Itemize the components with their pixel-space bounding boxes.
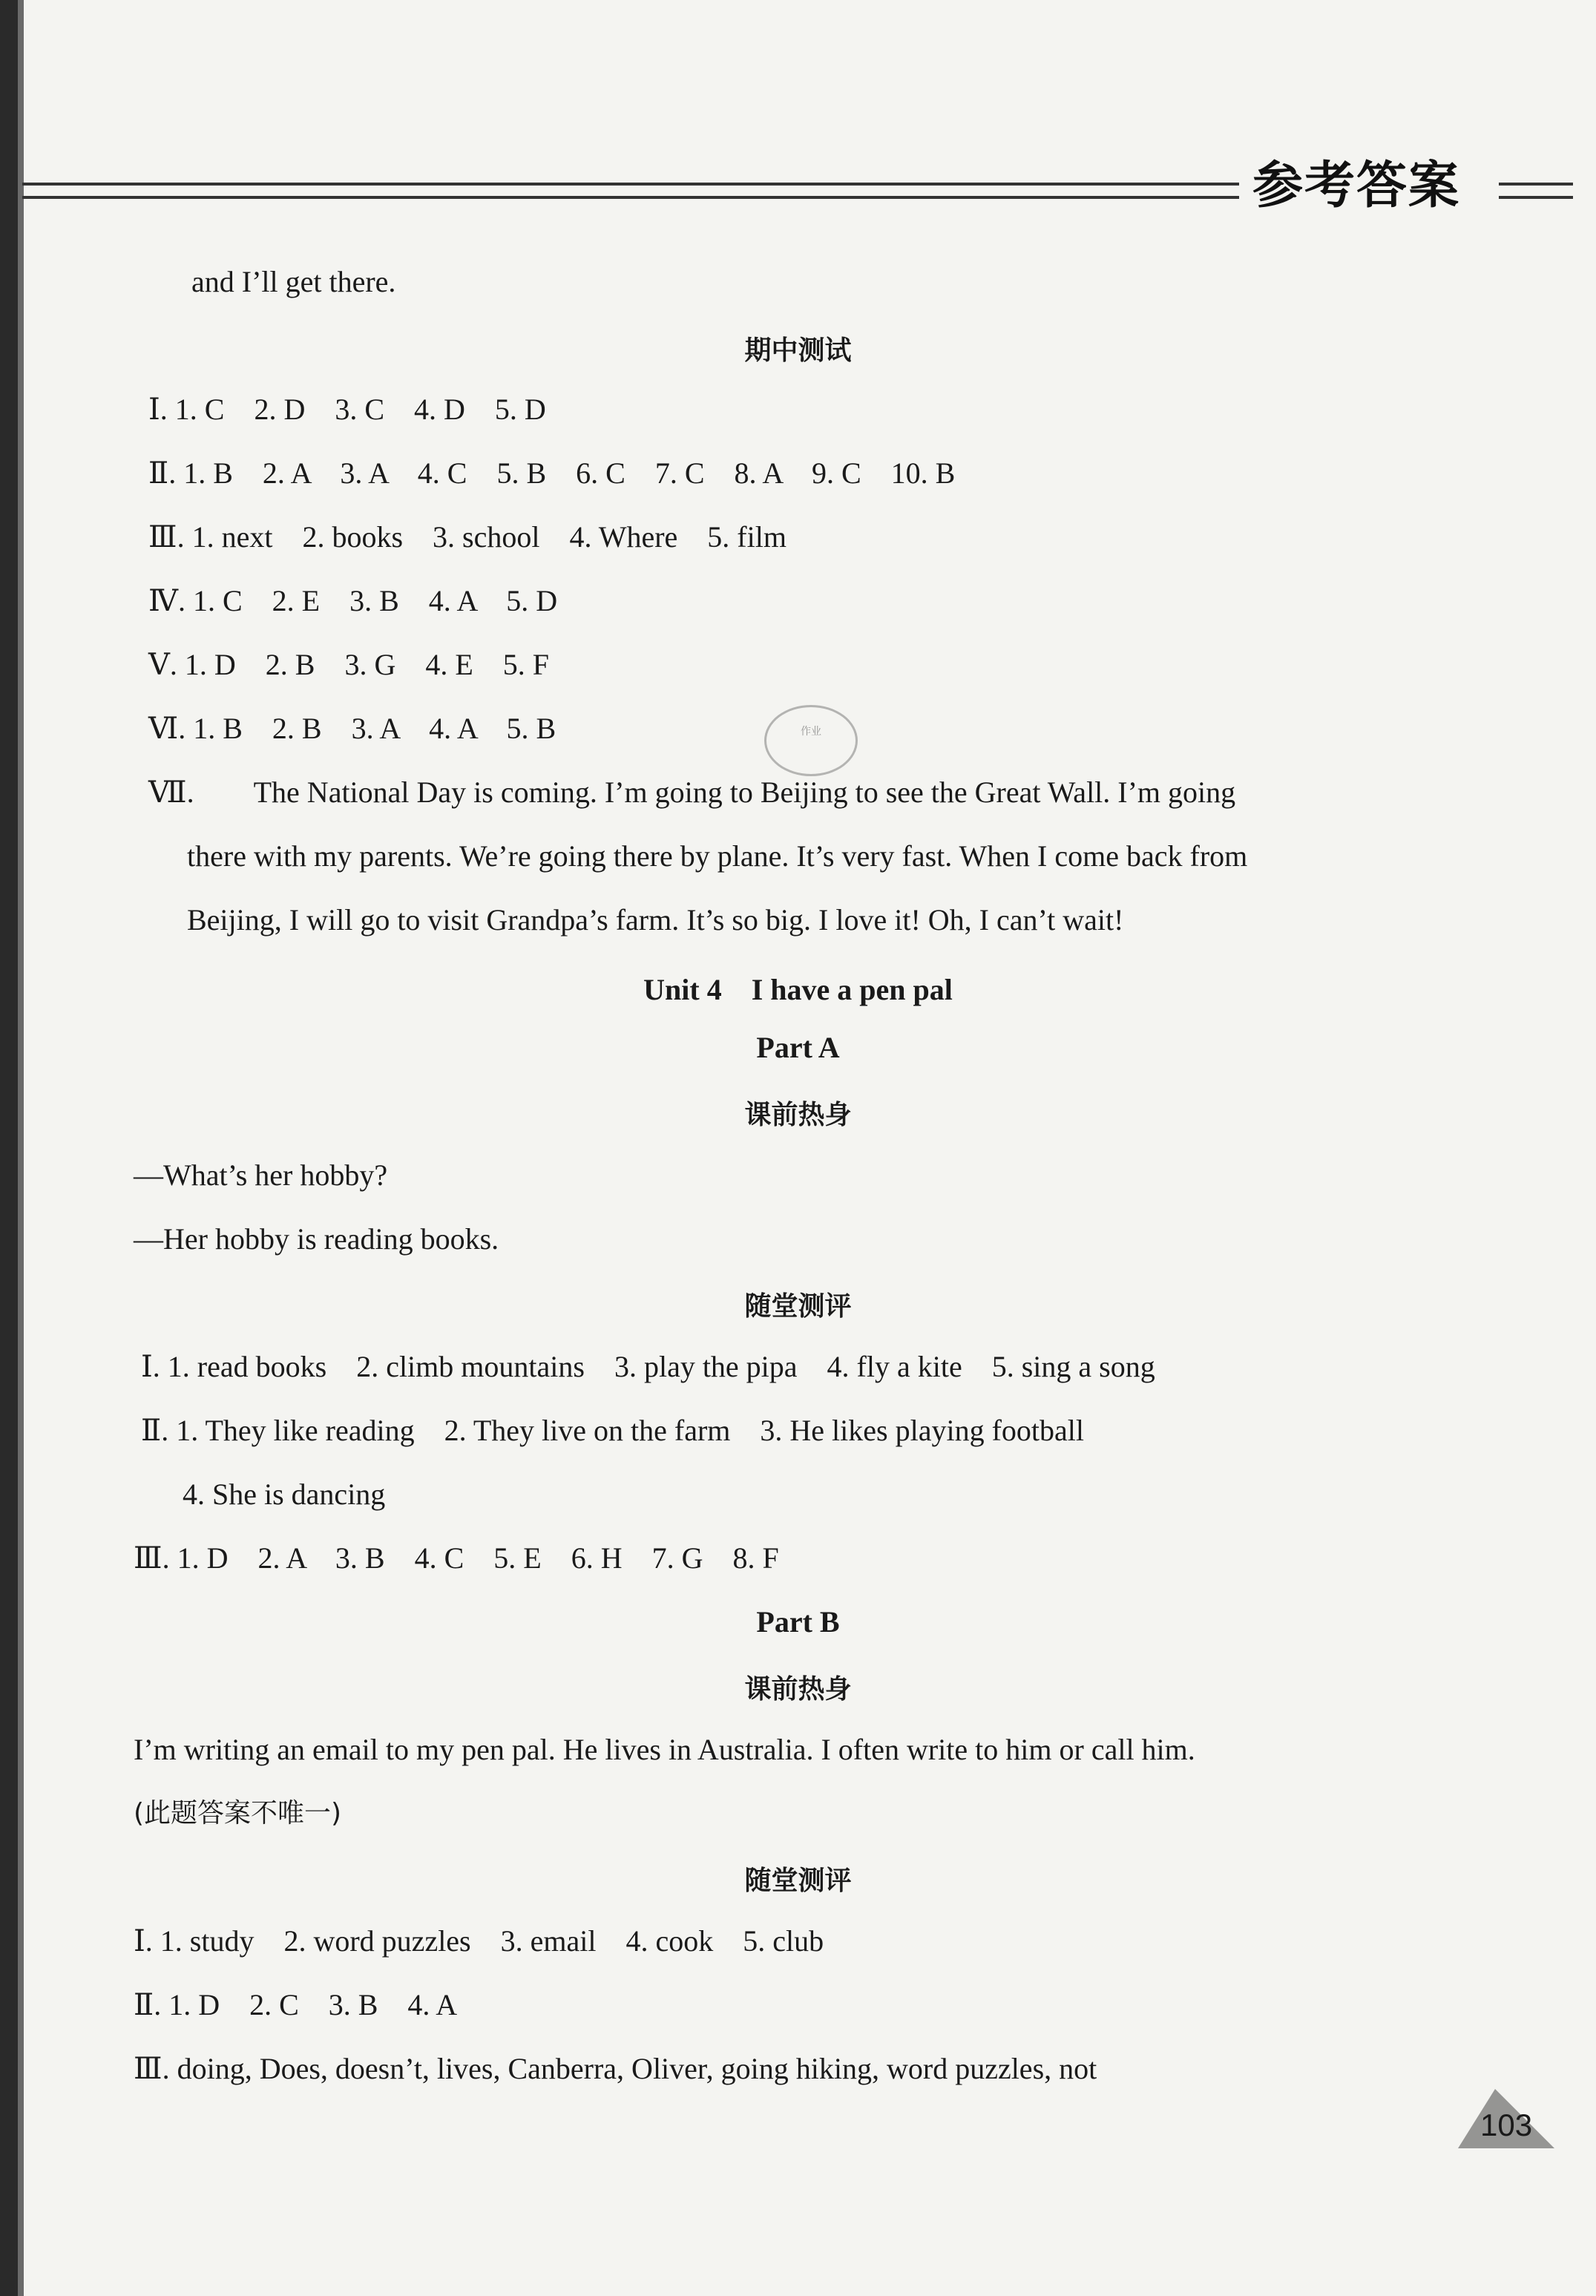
part-heading: Part B	[756, 1605, 840, 1639]
page-number: 103	[1480, 2108, 1533, 2142]
answer-line: Ⅵ. 1. B 2. B 3. A 4. A 5. B	[148, 712, 556, 745]
answer-line: 4. She is dancing	[183, 1477, 386, 1511]
answer-line: Ⅱ. 1. B 2. A 3. A 4. C 5. B 6. C 7. C 8. A 9. C 10. B	[148, 456, 956, 490]
answer-line: Ⅶ. The National Day is coming. I’m going to Beijing to see the Great Wall. I’m going	[148, 775, 1236, 809]
answer-line: Ⅰ. 1. study 2. word puzzles 3. email 4. cook 5. club	[134, 1924, 824, 1958]
answer-line: Ⅰ. 1. C 2. D 3. C 4. D 5. D	[148, 393, 546, 426]
part-heading: Part A	[756, 1031, 840, 1064]
header-rule	[22, 183, 1239, 199]
unit-heading: Unit 4 I have a pen pal	[643, 973, 953, 1006]
answer-line: —What’s her hobby?	[134, 1158, 388, 1192]
answer-line: Beijing, I will go to visit Grandpa’s farm. It’s so big. I love it! Oh, I can’t wait!	[187, 903, 1124, 937]
answer-line: I’m writing an email to my pen pal. He lives in Australia. I often write to him or call him.	[134, 1733, 1195, 1766]
answer-line: Ⅱ. 1. They like reading 2. They live on the farm 3. He likes playing football	[141, 1414, 1084, 1447]
answer-line: —Her hobby is reading books.	[134, 1222, 499, 1256]
stamp: 作业	[764, 705, 858, 776]
header-rule-right	[1499, 183, 1573, 199]
answer-line: Ⅲ. 1. D 2. A 3. B 4. C 5. E 6. H 7. G 8. F	[134, 1541, 779, 1575]
answer-line: Ⅱ. 1. D 2. C 3. B 4. A	[134, 1988, 458, 2021]
answer-line: there with my parents. We’re going there by plane. It’s very fast. When I come back from	[187, 839, 1248, 873]
header-title: 参考答案	[1252, 157, 1461, 215]
answer-line: Ⅳ. 1. C 2. E 3. B 4. A 5. D	[148, 584, 558, 617]
section-heading: 随堂测评	[744, 1291, 852, 1322]
answer-line: Ⅰ. 1. read books 2. climb mountains 3. play the pipa 4. fly a kite 5. sing a song	[141, 1350, 1155, 1383]
answer-line: Ⅲ. doing, Does, doesn’t, lives, Canberra, Oliver, going hiking, word puzzles, not	[134, 2052, 1097, 2085]
answer-line: Ⅴ. 1. D 2. B 3. G 4. E 5. F	[148, 648, 550, 681]
answer-line: Ⅲ. 1. next 2. books 3. school 4. Where 5. film	[148, 520, 786, 554]
answer-note: (此题答案不唯一)	[134, 1798, 342, 1828]
text-line: and I’ll get there.	[191, 265, 396, 298]
section-heading: 随堂测评	[744, 1866, 852, 1896]
section-heading: 课前热身	[744, 1100, 852, 1130]
section-heading: 课前热身	[744, 1674, 852, 1705]
section-heading: 期中测试	[744, 335, 852, 366]
